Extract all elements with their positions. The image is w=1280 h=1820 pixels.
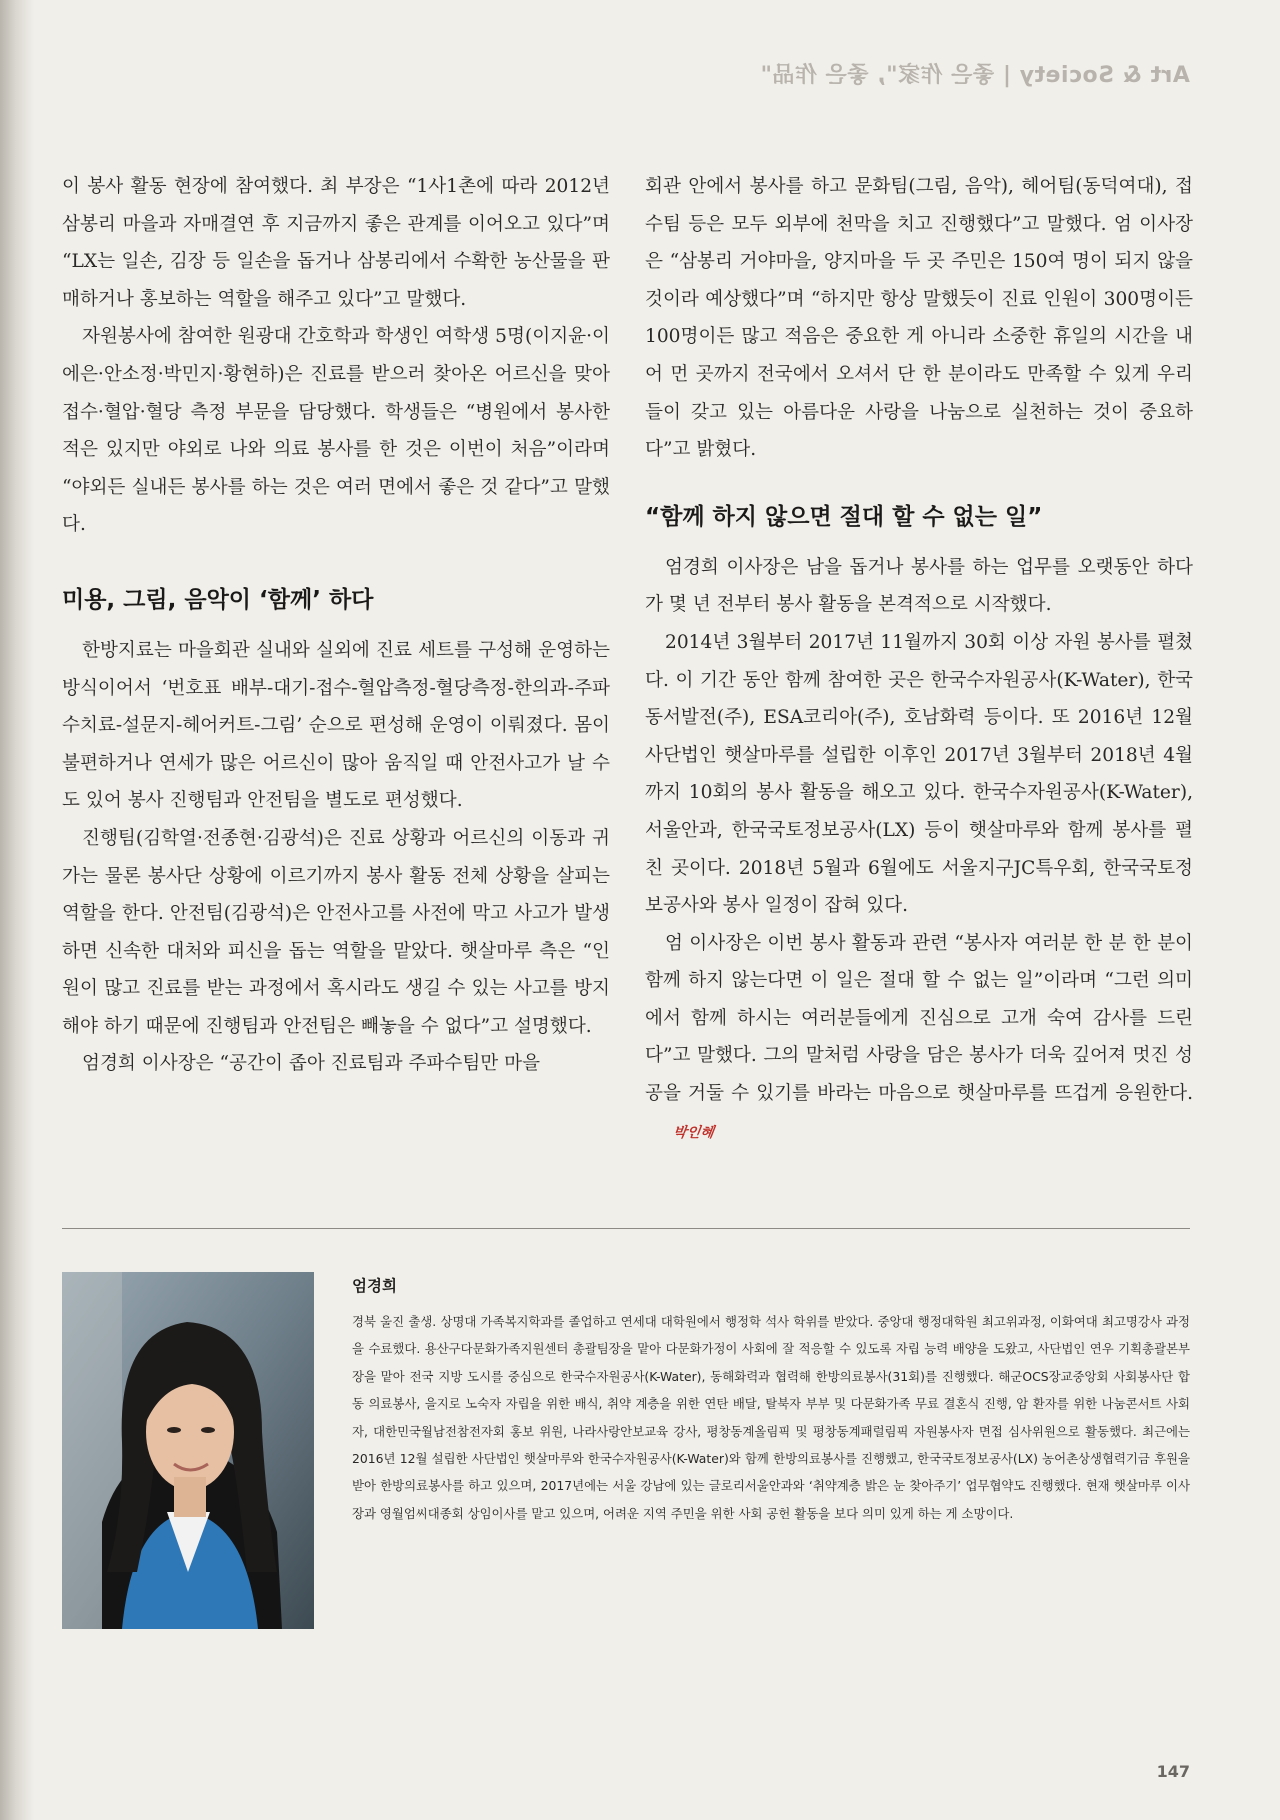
body-paragraph: 자원봉사에 참여한 원광대 간호학과 학생인 여학생 5명(이지윤·이에은·안소정·박민지·황현하)은 진료를 받으러 찾아온 어르신을 맞아 접수·혈압·혈당 측정 부문을 담당했다. 학생들은 “병원에서 봉사한 적은 있지만 야외로 나와 의료 봉사를 한 것은 이번이 처음”이라며 “야외든 실내든 봉사를 하는 것은 여러 면에서 좋은 것 같다”고 말했다. (62, 326, 610, 536)
body-paragraph: 진행팀(김학열·전종현·김광석)은 진료 상황과 어르신의 이동과 귀가는 물론 봉사단 상황에 이르기까지 봉사 활동 전체 상황을 살피는 역할을 한다. 안전팀(김광석)은 안전사고를 사전에 막고 사고가 발생하면 신속한 대처와 피신을 돕는 역할을 맡았다. 햇살마루 측은 “인원이 많고 진료를 받는 과정에서 혹시라도 생길 수 있는 사고를 방지해야 하기 때문에 진행팀과 안전팀은 빼놓을 수 없다”고 설명했다. (62, 827, 610, 1037)
author-signoff: 박인혜 (671, 1124, 715, 1141)
bio-name: 엄경희 (352, 1277, 397, 1295)
section-heading: “함께 하지 않으면 절대 할 수 없는 일” (645, 503, 1043, 530)
page-number: 147 (1156, 1762, 1190, 1781)
portrait-photo (62, 1272, 314, 1629)
body-paragraph (645, 925, 1193, 1153)
body-paragraph: 엄경희 이사장은 남을 돕거나 봉사를 하는 업무를 오랫동안 하다가 몇 년 전부터 봉사 활동을 본격적으로 시작했다. (645, 556, 1193, 616)
section-heading: 미용, 그림, 음악이 ‘함께’ 하다 (62, 586, 374, 613)
body-paragraph: 한방지료는 마을회관 실내와 실외에 진료 세트를 구성해 운영하는 방식이어서 ‘번호표 배부-대기-접수-혈압측정-혈당측정-한의과-주파수치료-설문지-헤어커트-그림’ 순으로 편성해 운영이 이뤄졌다. 몸이 불편하거나 연세가 많은 어르신이 많아 움직일 때 안전사고가 날 수도 있어 봉사 진행팀과 안전팀을 별도로 편성했다. (62, 639, 610, 812)
body-paragraph: 이 봉사 활동 현장에 참여했다. 최 부장은 “1사1촌에 따라 2012년 삼봉리 마을과 자매결연 후 지금까지 좋은 관계를 이어오고 있다”며 “LX는 일손, 김장 등 일손을 돕거나 삼봉리에서 수확한 농산물을 판매하거나 홍보하는 역할을 해주고 있다”고 말했다. (62, 176, 610, 310)
body-paragraph: 엄경희 이사장은 “공간이 좁아 진료팀과 주파수팀만 마을 (82, 1053, 541, 1075)
section-header: Art & Society | 좋은 作家", 좋은 作品" (760, 63, 1190, 88)
page-spine-shadow (0, 0, 34, 1820)
closing-paragraph-text: 엄 이사장은 이번 봉사 활동과 관련 “봉사자 여러분 한 분 한 분이 함께 하지 않는다면 이 일은 절대 할 수 없는 일”이라며 “그런 의미에서 함께 하시는 여러분들에게 진심으로 고개 숙여 감사를 드린다”고 말했다. 그의 말처럼 사랑을 담은 봉사가 더욱 깊어져 멋진 성공을 거둘 수 있기를 바라는 마음으로 햇살마루를 뜨겁게 응원한다. (645, 932, 1193, 1105)
bio-text: 경북 울진 출생. 상명대 가족복지학과를 졸업하고 연세대 대학원에서 행정학 석사 학위를 받았다. 중앙대 행정대학원 최고위과정, 이화여대 최고명강사 과정을 수료했다. 용산구다문화가족지원센터 총괄팀장을 맡아 다문화가정이 사회에 잘 적응할 수 있도록 자립 능력 배양을 도왔고, 사단법인 연우 기획총괄본부장을 맡아 전국 지방 도시를 중심으로 한국수자원공사(K-Water), 동해화력과 협력해 한방의료봉사(31회)를 진행했다. 해군OCS장교중앙회 사회봉사단 합동 의료봉사, 을지로 노숙자 자립을 위한 배식, 취약 계층을 위한 연탄 배달, 탈북자 부부 및 다문화가족 무료 결혼식 진행, 암 환자를 위한 나눔콘서트 사회자, 대한민국월남전참전자회 홍보 위원, 나라사랑안보교육 강사, 평창동계올림픽 및 평창동계패럴림픽 자원봉사자 면접 심사위원으로 활동했다. 최근에는 2016년 12월 설립한 사단법인 햇살마루와 한국수자원공사(K-Water)와 함께 한방의료봉사를 진행했고, 한국국토정보공사(LX) 농어촌상생협력기금 후원을 받아 한방의료봉사를 하고 있으며, 2017년에는 서울 강남에 있는 글로리서울안과와 ‘취약계층 밝은 눈 찾아주기’ 업무협약도 진행했다. 현재 햇살마루 이사장과 영월엄씨대종회 상임이사를 맡고 있으며, 어려운 지역 주민을 위한 사회 공헌 활동을 보다 의미 있게 하는 게 소망이다. (352, 1314, 1190, 1521)
body-paragraph: 회관 안에서 봉사를 하고 문화팀(그림, 음악), 헤어팀(동덕여대), 접수팀 등은 모두 외부에 천막을 치고 진행했다”고 말했다. 엄 이사장은 “삼봉리 거야마을, 양지마을 두 곳 주민은 150여 명이 되지 않을 것이라 예상했다”며 “하지만 항상 말했듯이 진료 인원이 300명이든 100명이든 많고 적음은 중요한 게 아니라 소중한 휴일의 시간을 내어 먼 곳까지 전국에서 오셔서 단 한 분이라도 만족할 수 있게 우리들이 갖고 있는 아름다운 사랑을 나눔으로 실천하는 것이 중요하다”고 밝혔다. (645, 176, 1193, 461)
bio-divider (62, 1228, 1190, 1229)
left-column (62, 168, 610, 1083)
body-paragraph: 2014년 3월부터 2017년 11월까지 30회 이상 자원 봉사를 펼쳤다. 이 기간 동안 함께 참여한 곳은 한국수자원공사(K-Water), 한국동서발전(주), ESA코리아(주), 호남화력 등이다. 또 2016년 12월 사단법인 햇살마루를 설립한 이후인 2017년 3월부터 2018년 4월까지 10회의 봉사 활동을 해오고 있다. 한국수자원공사(K-Water), 서울안과, 한국국토정보공사(LX) 등이 햇살마루와 함께 봉사를 펼친 곳이다. 2018년 5월과 6월에도 서울지구JC특우회, 한국국토정보공사와 봉사 일정이 잡혀 있다. (645, 631, 1193, 917)
right-column (645, 168, 1193, 1152)
